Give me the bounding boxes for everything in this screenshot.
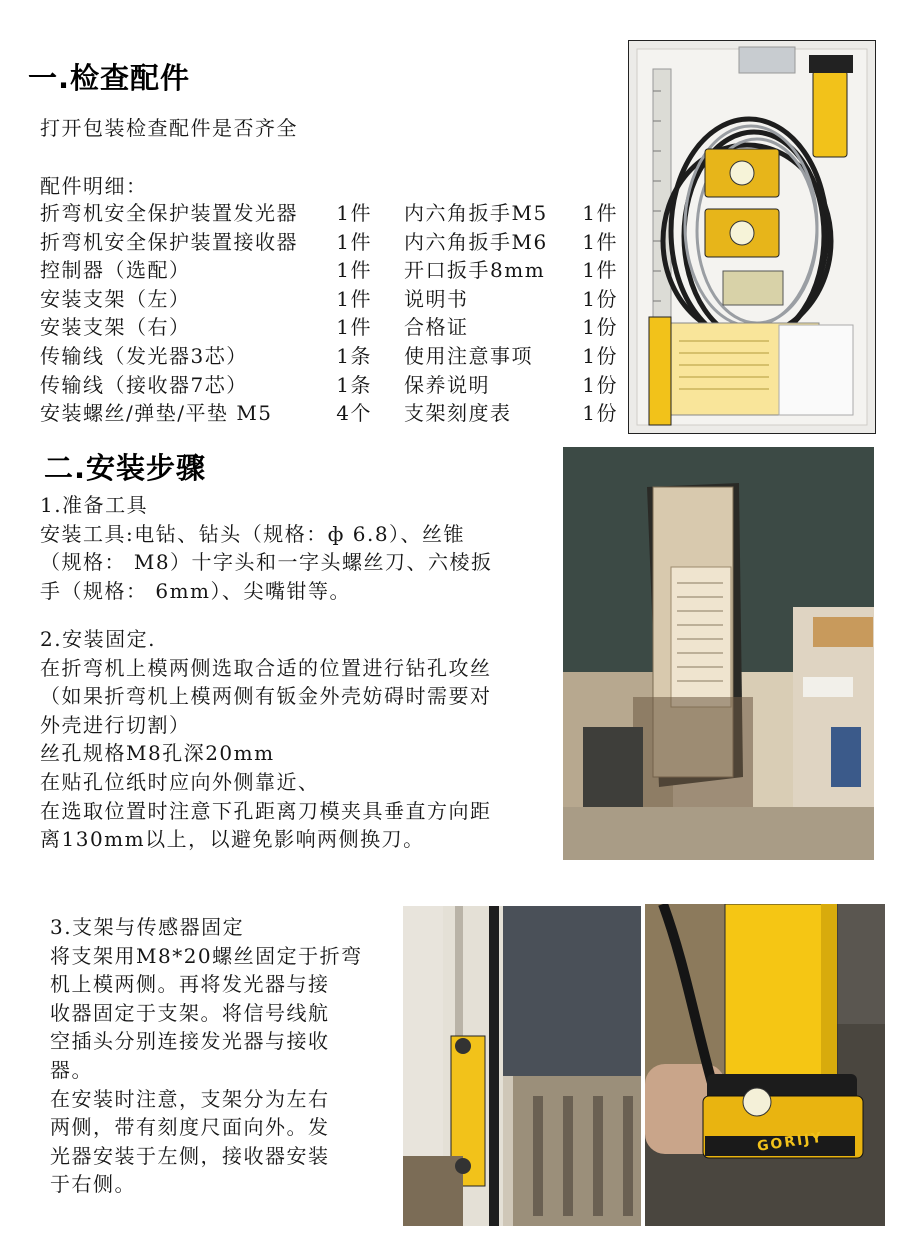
list-item — [40, 313, 380, 342]
list-item — [404, 256, 618, 285]
step3-line: 在安装时注意，支架分为左右 — [50, 1086, 330, 1111]
item-qty: 1件 — [336, 201, 372, 225]
item-name: 合格证 — [404, 315, 469, 340]
list-item — [404, 313, 618, 342]
step2-line: 外壳进行切割） — [40, 712, 191, 737]
item-name: 安装螺丝/弹垫/平垫 M5 — [40, 401, 273, 426]
list-item — [40, 256, 380, 285]
list-item — [40, 342, 380, 371]
step2-line: 离130mm以上，以避免影响两侧换刀。 — [40, 827, 425, 852]
step3-line: 两侧，带有刻度尺面向外。发 — [50, 1115, 330, 1140]
step2-line: 丝孔规格M8孔深20mm — [40, 741, 275, 766]
item-name: 内六角扳手M6 — [404, 229, 548, 254]
step3-block — [50, 913, 390, 1199]
step3-line: 收器固定于支架。将信号线航 — [50, 1000, 330, 1025]
item-name: 传输线（发光器3芯） — [40, 343, 248, 368]
package-contents-photo — [628, 40, 876, 434]
list-item — [40, 228, 380, 257]
list-item — [404, 199, 618, 228]
item-qty: 1份 — [582, 372, 618, 397]
item-name: 开口扳手8mm — [404, 258, 546, 283]
step2-line: 在选取位置时注意下孔距离刀模夹具垂直方向距 — [40, 798, 492, 823]
item-qty: 1条 — [336, 343, 372, 368]
section1-intro: 打开包装检查配件是否齐全 — [40, 116, 298, 140]
list-item — [404, 399, 618, 428]
step1-line: （规格： M8）十字头和一字头螺丝刀、六棱扳 — [40, 550, 493, 575]
section2-title: 二.安装步骤 — [44, 451, 207, 485]
item-qty: 1份 — [582, 286, 618, 311]
accessory-list-left — [40, 199, 380, 428]
item-name: 内六角扳手M5 — [404, 201, 548, 225]
bracket-mounted-photo — [403, 906, 641, 1226]
step2-line: 在折弯机上模两侧选取合适的位置进行钻孔攻丝 — [40, 655, 492, 680]
step2-heading: 2.安装固定. — [40, 627, 156, 651]
item-name: 折弯机安全保护装置发光器 — [40, 201, 298, 225]
list-item — [40, 371, 380, 400]
item-name: 传输线（接收器7芯） — [40, 372, 248, 397]
sensor-closeup-photo — [645, 904, 885, 1226]
list-item — [40, 285, 380, 314]
item-qty: 1条 — [336, 372, 372, 397]
step3-line: 光器安装于左侧，接收器安装 — [50, 1143, 330, 1168]
item-qty: 1件 — [336, 286, 372, 311]
item-name: 使用注意事项 — [404, 343, 533, 368]
section1-title: 一.检查配件 — [28, 61, 191, 95]
step3-line: 于右侧。 — [50, 1172, 136, 1197]
step2-line: （如果折弯机上模两侧有钣金外壳妨碍时需要对 — [40, 684, 492, 709]
accessory-list-heading: 配件明细： — [40, 174, 148, 198]
item-name: 安装支架（左） — [40, 286, 191, 311]
item-qty: 1件 — [336, 315, 372, 340]
item-name: 控制器（选配） — [40, 258, 191, 283]
step3-heading: 3.支架与传感器固定 — [50, 915, 245, 939]
step3-line: 机上模两侧。再将发光器与接 — [50, 972, 330, 997]
item-qty: 1份 — [582, 401, 618, 426]
item-qty: 1件 — [582, 201, 618, 225]
item-qty: 1件 — [582, 229, 618, 254]
step2-block — [40, 625, 555, 854]
item-qty: 1份 — [582, 315, 618, 340]
step1-line: 安装工具:电钻、钻头（规格：ф 6.8）、丝锥 — [40, 521, 466, 546]
item-name: 安装支架（右） — [40, 315, 191, 340]
step3-line: 空插头分别连接发光器与接收 — [50, 1029, 330, 1054]
list-item — [404, 342, 618, 371]
accessory-list-right — [404, 199, 618, 428]
item-qty: 1件 — [582, 258, 618, 283]
step3-line: 将支架用M8*20螺丝固定于折弯 — [50, 943, 363, 968]
item-name: 支架刻度表 — [404, 401, 512, 426]
brand-logo: GORIJY — [756, 1129, 825, 1155]
step3-line: 器。 — [50, 1057, 93, 1082]
step1-block — [40, 491, 550, 605]
list-item — [404, 285, 618, 314]
item-name: 保养说明 — [404, 372, 490, 397]
step1-heading: 1.准备工具 — [40, 493, 149, 517]
item-qty: 1件 — [336, 229, 372, 254]
item-name: 说明书 — [404, 286, 469, 311]
list-item — [404, 228, 618, 257]
drilling-position-photo — [563, 447, 874, 860]
step1-line: 手（规格： 6mm）、尖嘴钳等。 — [40, 578, 352, 603]
item-qty: 1份 — [582, 343, 618, 368]
item-qty: 4个 — [336, 401, 372, 426]
list-item — [404, 371, 618, 400]
list-item — [40, 199, 380, 228]
item-name: 折弯机安全保护装置接收器 — [40, 229, 298, 254]
list-item — [40, 399, 380, 428]
step2-line: 在贴孔位纸时应向外侧靠近、 — [40, 769, 320, 794]
item-qty: 1件 — [336, 258, 372, 283]
